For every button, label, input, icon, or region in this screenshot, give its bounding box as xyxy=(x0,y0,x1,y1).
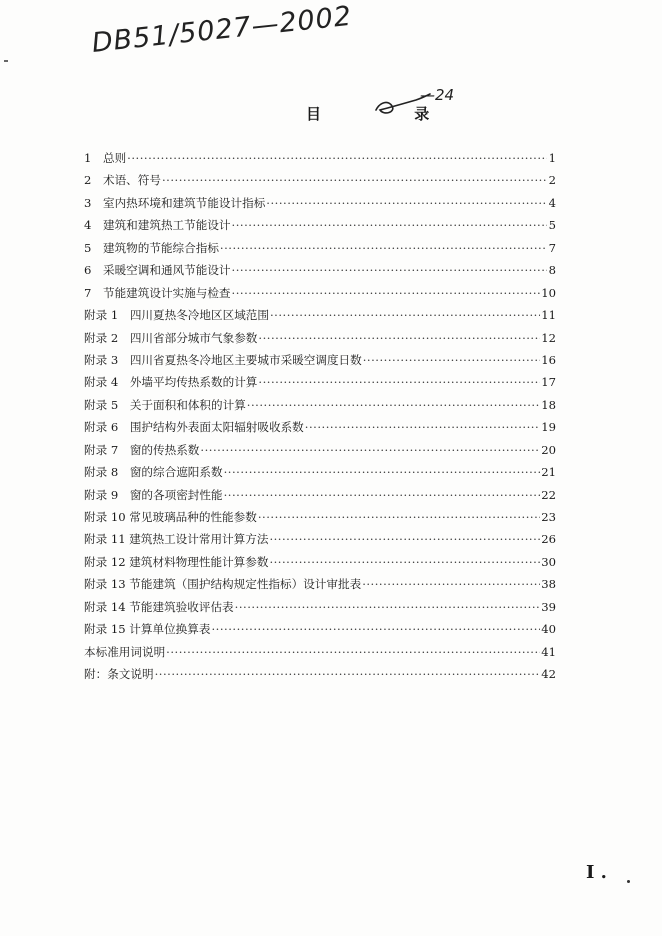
toc-entry xyxy=(84,509,556,531)
toc-entry xyxy=(84,195,556,217)
toc-entry xyxy=(84,352,556,374)
toc-dot-leader xyxy=(258,375,540,389)
scan-margin-mark xyxy=(4,60,8,62)
toc-entry xyxy=(84,666,556,688)
toc-dot-leader xyxy=(258,331,540,345)
toc-entry-page: 8 xyxy=(548,263,556,278)
toc-entry xyxy=(84,397,556,419)
toc-dot-leader xyxy=(127,151,547,165)
toc-entry xyxy=(84,150,556,172)
toc-entry-label: 2 术语、符号 xyxy=(84,173,161,188)
toc-entry-label: 附录 13 节能建筑（围护结构规定性指标）设计审批表 xyxy=(84,577,362,592)
toc-entry-page: 4 xyxy=(548,195,556,210)
toc-entry xyxy=(84,554,556,576)
toc-entry xyxy=(84,217,556,239)
toc-dot-leader xyxy=(266,196,547,210)
toc-entry-label: 附录 11 建筑热工设计常用计算方法 xyxy=(84,532,269,547)
toc-entry-page: 23 xyxy=(541,510,556,524)
toc-entry xyxy=(84,419,556,441)
toc-entry-label: 附录 5 关于面积和体积的计算 xyxy=(84,397,246,412)
page-title: 目 录 xyxy=(306,105,474,123)
toc-entry xyxy=(84,285,556,307)
toc-entry-label: 7 节能建筑设计实施与检查 xyxy=(84,285,231,300)
toc-entry-label: 附录 15 计算单位换算表 xyxy=(84,622,211,637)
toc-dot-leader xyxy=(200,443,540,457)
toc-entry-page: 5 xyxy=(548,218,556,233)
toc-entry-label: 附录 8 窗的综合遮阳系数 xyxy=(84,465,223,480)
toc-dot-leader xyxy=(258,510,540,524)
toc-entry xyxy=(84,644,556,666)
toc-entry-page: 17 xyxy=(541,375,556,390)
toc-entry-page: 39 xyxy=(541,599,556,614)
toc-dot-leader xyxy=(166,645,540,659)
toc-entry-label: 附录 14 节能建筑验收评估表 xyxy=(84,599,234,614)
toc-entry-page: 22 xyxy=(541,487,556,502)
toc-entry-page: 40 xyxy=(541,622,556,637)
toc-entry xyxy=(84,262,556,284)
toc-entry-page: 12 xyxy=(541,330,556,345)
toc-entry-page: 30 xyxy=(541,554,556,569)
pen-scribble-icon xyxy=(358,80,468,120)
toc-entry-label: 附录 12 建筑材料物理性能计算参数 xyxy=(84,554,269,569)
toc-entry xyxy=(84,172,556,194)
toc-entry-page: 21 xyxy=(541,465,556,480)
toc-entry-page: 41 xyxy=(541,644,556,659)
toc-entry-page: 19 xyxy=(541,420,556,435)
toc-dot-leader xyxy=(232,263,547,277)
toc-entry-label: 附录 7 窗的传热系数 xyxy=(84,442,200,457)
toc-entry-page: 20 xyxy=(541,442,556,457)
toc-dot-leader xyxy=(162,173,547,187)
ink-dot xyxy=(627,880,630,883)
toc-entry-label: 附录 4 外墙平均传热系数的计算 xyxy=(84,375,258,390)
toc-entry xyxy=(84,599,556,621)
toc-entry-label: 附录 1 四川夏热冬冷地区区域范围 xyxy=(84,308,269,323)
toc-dot-leader xyxy=(224,465,541,479)
toc-dot-leader xyxy=(362,577,540,591)
toc-entry-page: 16 xyxy=(541,352,556,367)
toc-entry-label: 附录 9 窗的各项密封性能 xyxy=(84,487,223,502)
toc-dot-leader xyxy=(269,532,540,546)
toc-entry xyxy=(84,330,556,352)
toc-entry-label: 本标准用词说明 xyxy=(84,644,166,659)
toc-entry xyxy=(84,374,556,396)
toc-dot-leader xyxy=(155,667,541,681)
toc-entry xyxy=(84,531,556,553)
toc-entry-label: 附录 2 四川省部分城市气象参数 xyxy=(84,330,258,345)
toc-entry-label: 附：条文说明 xyxy=(84,667,154,682)
toc-entry xyxy=(84,487,556,509)
toc-dot-leader xyxy=(269,555,540,569)
toc-entry xyxy=(84,576,556,598)
toc-entry-page: 2 xyxy=(548,173,556,188)
handwritten-standard-code: DB51/5027—2002 xyxy=(90,0,354,59)
toc-entry xyxy=(84,621,556,643)
toc-dot-leader xyxy=(224,488,541,502)
toc-entry xyxy=(84,464,556,486)
toc-dot-leader xyxy=(363,353,541,367)
toc-entry-page: 1 xyxy=(548,151,556,165)
toc-dot-leader xyxy=(270,308,540,322)
toc-entry-page: 10 xyxy=(541,285,556,300)
toc-entry xyxy=(84,442,556,464)
toc-dot-leader xyxy=(247,398,540,412)
page-number: I . xyxy=(586,862,607,883)
toc-dot-leader xyxy=(220,241,547,255)
toc-dot-leader xyxy=(211,622,540,636)
toc-dot-leader xyxy=(232,218,547,232)
toc-entry-label: 附录 3 四川省夏热冬冷地区主要城市采暖空调度日数 xyxy=(84,352,362,367)
toc-entry-label: 4 建筑和建筑热工节能设计 xyxy=(84,218,231,233)
toc-entry-label: 附录 10 常见玻璃品种的性能参数 xyxy=(84,510,257,524)
toc-entry-page: 26 xyxy=(541,532,556,547)
toc-entry-page: 38 xyxy=(541,577,556,592)
toc-entry-label: 5 建筑物的节能综合指标 xyxy=(84,240,219,255)
toc-dot-leader xyxy=(235,600,541,614)
table-of-contents xyxy=(84,150,556,689)
toc-entry-page: 18 xyxy=(541,397,556,412)
toc-entry-label: 6 采暖空调和通风节能设计 xyxy=(84,263,231,278)
toc-entry-label: 附录 6 围护结构外表面太阳辐射吸收系数 xyxy=(84,420,304,435)
toc-entry-page: 11 xyxy=(541,308,556,323)
toc-dot-leader xyxy=(305,420,540,434)
toc-entry-label: 3 室内热环境和建筑节能设计指标 xyxy=(84,195,266,210)
toc-dot-leader xyxy=(232,286,541,300)
toc-entry-page: 42 xyxy=(541,667,556,682)
scribble-text: —24 xyxy=(420,86,455,104)
toc-entry xyxy=(84,307,556,329)
toc-entry xyxy=(84,240,556,262)
toc-entry-label: 1 总则 xyxy=(84,151,127,165)
toc-entry-page: 7 xyxy=(548,240,556,255)
